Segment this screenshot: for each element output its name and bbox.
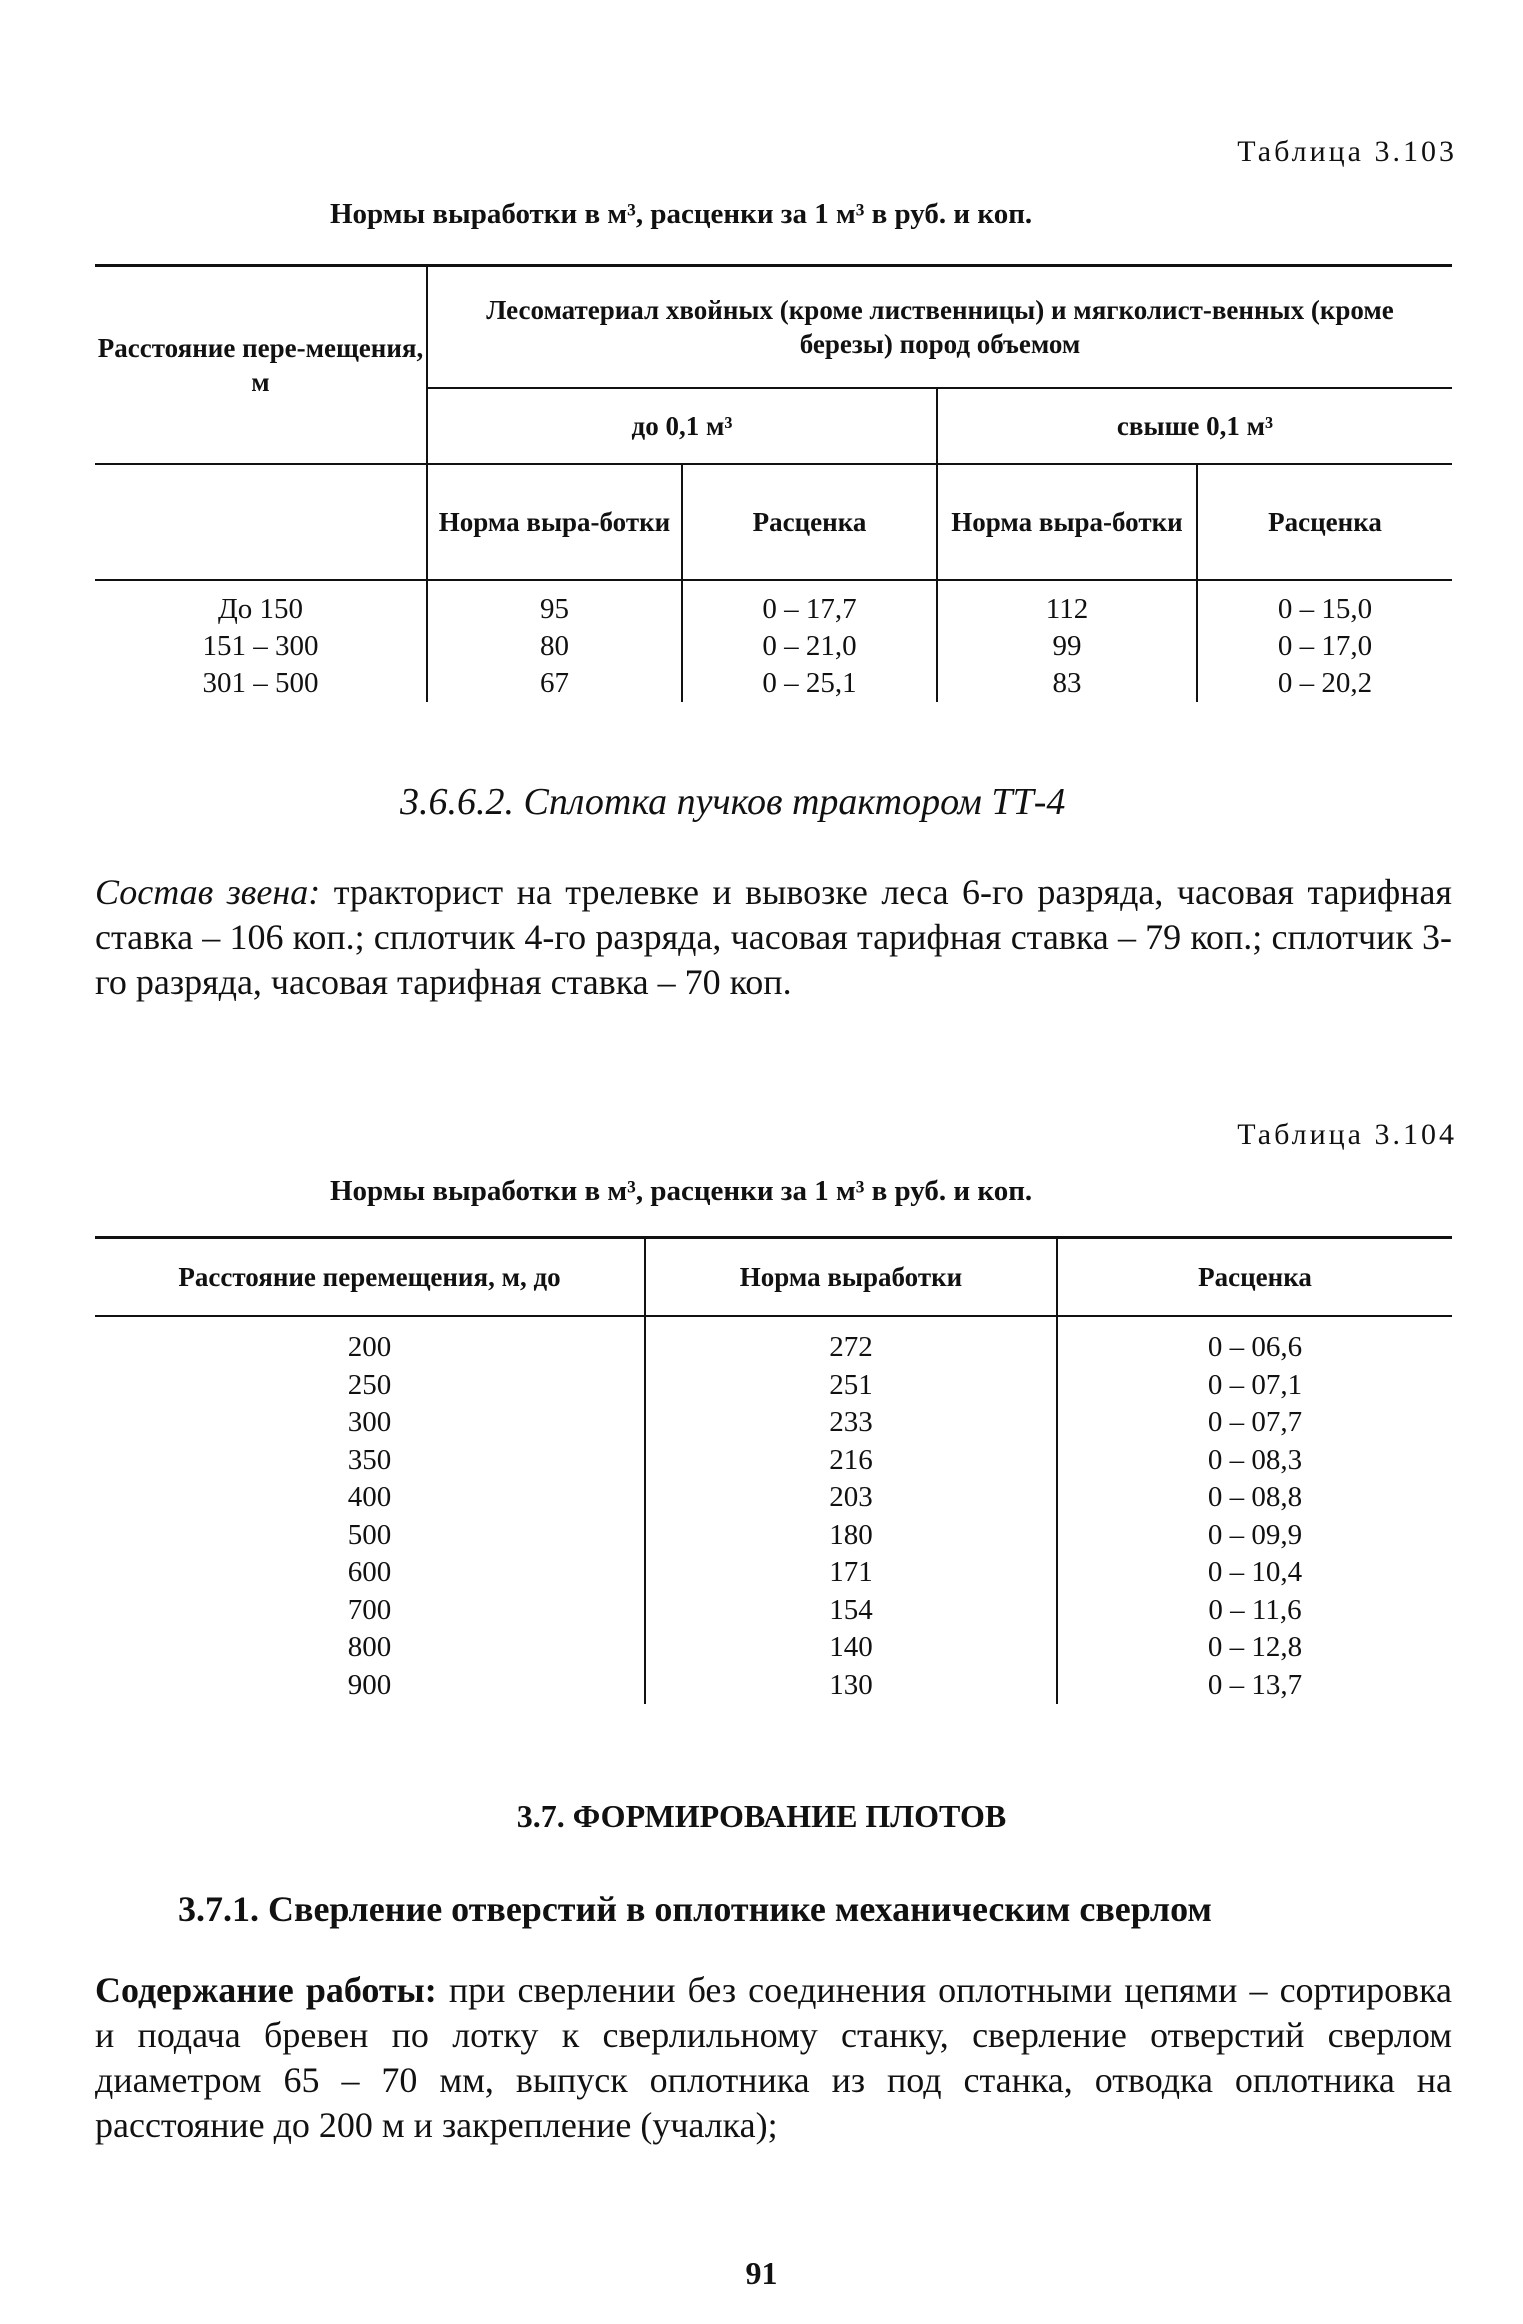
- table-cell: 0 – 21,0: [682, 628, 937, 665]
- table-row: [95, 1404, 1452, 1442]
- table-cell: 200: [95, 1316, 645, 1367]
- table-row: [95, 1442, 1452, 1480]
- table-104-label: Таблица 3.104: [1237, 1118, 1457, 1151]
- table-cell: 350: [95, 1442, 645, 1480]
- table-103-header-material: Лесоматериал хвойных (кроме лиственницы) и мягколист-венных (кроме березы) пород объемом: [427, 266, 1452, 388]
- table-cell: 203: [645, 1479, 1057, 1517]
- table-cell: 216: [645, 1442, 1057, 1480]
- table-cell: 0 – 06,6: [1207, 1331, 1303, 1363]
- table-cell: 272: [645, 1316, 1057, 1367]
- page-number: 91: [745, 2255, 778, 2291]
- table-103-label: Таблица 3.103: [1237, 135, 1457, 168]
- table-cell: 300: [95, 1404, 645, 1442]
- table-cell: 0 – 15,0: [1277, 592, 1373, 625]
- table-cell: 151 – 300: [95, 628, 427, 665]
- table-cell: 0 – 25,1: [682, 665, 937, 702]
- work-paragraph: [95, 1968, 1452, 2148]
- table-104-header-distance: Расстояние перемещения, м, до: [95, 1238, 645, 1317]
- table-cell: 0 – 17,0: [1277, 629, 1373, 662]
- table-row: [95, 665, 1452, 702]
- table-103-header-over: свыше 0,1 м³: [937, 388, 1452, 464]
- table-cell: 301 – 500: [95, 665, 427, 702]
- table-cell: 0 – 17,7: [682, 580, 937, 628]
- table-cell: 0 – 10,4: [1207, 1556, 1303, 1588]
- table-cell: 0 – 09,9: [1207, 1518, 1303, 1551]
- table-cell: 0 – 07,7: [1207, 1406, 1303, 1438]
- table-cell: 251: [645, 1367, 1057, 1405]
- table-104-header-norm: Норма выработки: [645, 1238, 1057, 1317]
- table-cell: 900: [95, 1667, 645, 1705]
- table-103-header-distance: Расстояние пере-мещения, м: [95, 266, 427, 464]
- table-103-caption: Нормы выработки в м³, расценки за 1 м³ в руб. и коп.: [330, 198, 1033, 230]
- table-row: [95, 580, 1452, 628]
- table-104-header-rate: Расценка: [1057, 1238, 1452, 1317]
- crew-paragraph: [95, 870, 1452, 1005]
- table-cell: 171: [645, 1554, 1057, 1592]
- table-cell: 0 – 12,8: [1207, 1631, 1303, 1663]
- table-row: [95, 628, 1452, 665]
- table-cell: 180: [645, 1517, 1057, 1555]
- crew-lead: Состав звена:: [95, 872, 321, 912]
- table-cell: 67: [427, 665, 682, 702]
- table-cell: 0 – 07,1: [1207, 1368, 1303, 1401]
- table-cell: 80: [427, 628, 682, 665]
- table-row: [95, 1367, 1452, 1405]
- table-104-caption: Нормы выработки в м³, расценки за 1 м³ в руб. и коп.: [330, 1175, 1033, 1207]
- table-cell: 140: [645, 1629, 1057, 1667]
- table-cell: 233: [645, 1404, 1057, 1442]
- table-cell: 250: [95, 1367, 645, 1405]
- table-103-header-norm-2: Норма выра-ботки: [937, 464, 1197, 580]
- subsection-title: 3.7.1. Сверление отверстий в оплотнике механическим сверлом: [178, 1889, 1212, 1929]
- table-row: [95, 1316, 1452, 1367]
- table-cell: 0 – 20,2: [1277, 666, 1373, 699]
- table-104: [95, 1236, 1452, 1704]
- table-row: [95, 1629, 1452, 1667]
- section-title: 3.7. ФОРМИРОВАНИЕ ПЛОТОВ: [516, 1798, 1007, 1834]
- table-row: [95, 1592, 1452, 1630]
- table-103-header-up-to: до 0,1 м³: [427, 388, 937, 464]
- table-cell: 95: [427, 580, 682, 628]
- crew-text: тракторист на трелевке и вывозке леса 6-го разряда, часовая тарифная ставка – 106 коп.; сплотчик 4-го разряда, часовая тарифная ставка – 79 коп.; сплотчик 3-го разряда, часовая тарифная ставка – 70 коп.: [95, 872, 1452, 1002]
- table-cell: 83: [937, 665, 1197, 702]
- table-row: [95, 1667, 1452, 1705]
- table-cell: 400: [95, 1479, 645, 1517]
- table-cell: 130: [645, 1667, 1057, 1705]
- table-row: [95, 1479, 1452, 1517]
- work-text: при сверлении без соединения оплотными цепями – сортировка и подача бревен по лотку к сверлильному станку, сверление отверстий сверлом диаметром 65 – 70 мм, выпуск оплотника из под станка, отводка оплотника на расстояние до 200 м и закрепление (учалка);: [95, 1970, 1452, 2145]
- table-cell: 700: [95, 1592, 645, 1630]
- table-row: [95, 1517, 1452, 1555]
- table-cell: 112: [937, 580, 1197, 628]
- table-cell: 800: [95, 1629, 645, 1667]
- table-103: [95, 264, 1452, 702]
- table-cell: До 150: [95, 580, 427, 628]
- table-cell: 600: [95, 1554, 645, 1592]
- work-lead: Содержание работы:: [95, 1970, 437, 2010]
- table-cell: 154: [645, 1592, 1057, 1630]
- table-cell: 99: [937, 628, 1197, 665]
- subsection-heading: 3.6.6.2. Сплотка пучков трактором ТТ-4: [400, 781, 1066, 823]
- table-cell: 0 – 08,8: [1207, 1481, 1303, 1513]
- table-cell: 0 – 08,3: [1207, 1443, 1303, 1476]
- table-cell: 0 – 11,6: [1208, 1593, 1302, 1626]
- table-cell: 500: [95, 1517, 645, 1555]
- table-103-header-norm-1: Норма выра-ботки: [427, 464, 682, 580]
- table-cell: 0 – 13,7: [1207, 1668, 1303, 1701]
- table-103-header-rate-2: Расценка: [1197, 464, 1452, 580]
- table-row: [95, 1554, 1452, 1592]
- table-103-header-rate-1: Расценка: [682, 464, 937, 580]
